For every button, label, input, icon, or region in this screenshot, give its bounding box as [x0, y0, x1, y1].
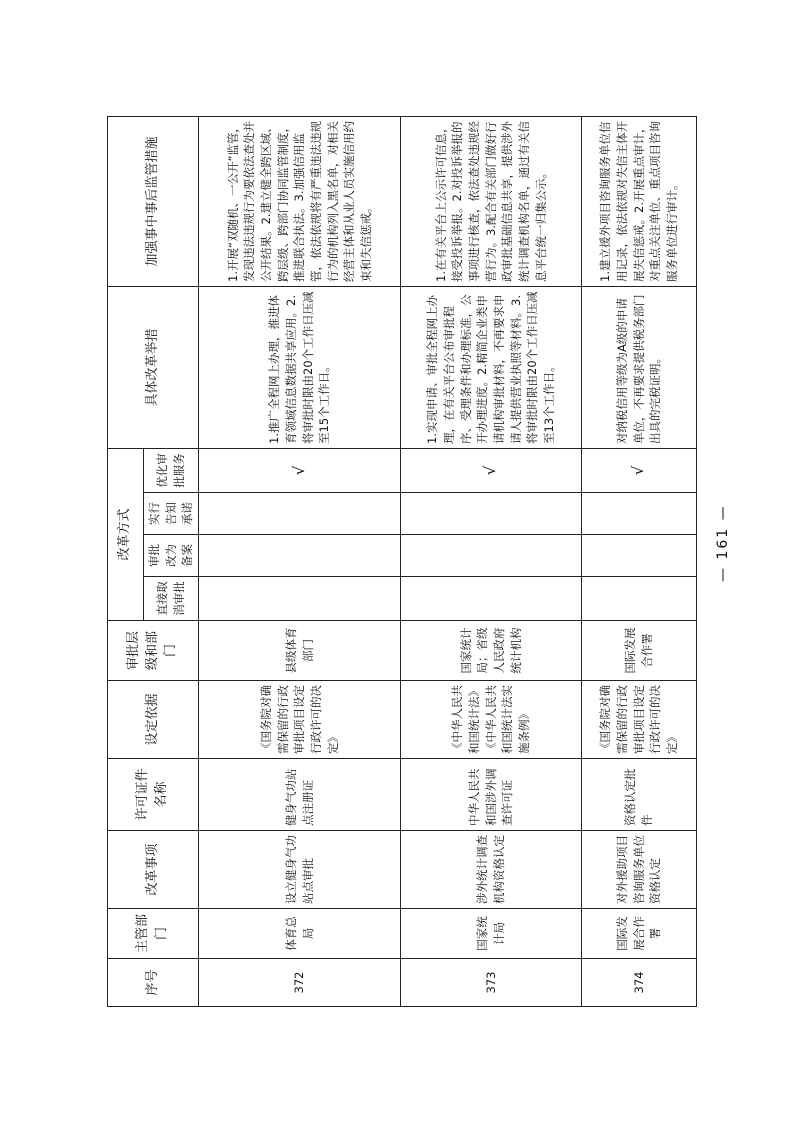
- cell-promise: [581, 493, 696, 535]
- header-optimize: 优化审批服务: [144, 448, 199, 492]
- cell-optimize: √: [401, 448, 581, 492]
- cell-record: [581, 535, 696, 577]
- page-number: — 161 —: [715, 504, 731, 582]
- header-cancel: 直接取消审批: [144, 577, 199, 621]
- table-row: [401, 116, 581, 1006]
- cell-cancel: [199, 577, 401, 621]
- cell-dept: 体育总局: [199, 909, 401, 959]
- cell-measures: 1.推广全程网上办理，推进体育领域信息数据共享应用。2.将审批时限由20个工作日压减至15个工作日。: [199, 286, 401, 448]
- cell-cancel: [581, 577, 696, 621]
- cell-dept: 国际发展合作署: [581, 909, 696, 959]
- cell-seq: 373: [401, 959, 581, 1007]
- cell-seq: 374: [581, 959, 696, 1007]
- header-dept: 主管部门: [108, 909, 199, 959]
- cell-level: 县级体育部门: [199, 621, 401, 681]
- cell-item: 对外援助项目咨询服务单位资格认定: [581, 831, 696, 909]
- cell-level: 国家统计局；省级人民政府统计机构: [401, 621, 581, 681]
- cell-promise: [401, 493, 581, 535]
- cell-supervision: 1.开展“双随机、一公开”监管，发现违法违规行为要依法查处并公开结果。2.建立健全跨区域、跨层级、跨部门协同监管制度，推进联合执法。3.加强信用监管，依法依规将有严重违法违规行为的机构列入黑名单，对相关经营主体和从业人员实施信用约束和失信惩戒。: [199, 116, 401, 286]
- cell-seq: 372: [199, 959, 401, 1007]
- cell-item: 设立健身气功站点审批: [199, 831, 401, 909]
- header-measures: 具体改革举措: [108, 286, 199, 448]
- header-license: 许可证件名称: [108, 759, 199, 831]
- cell-basis: 《中华人民共和国统计法》《中华人民共和国统计法实施条例》: [401, 681, 581, 759]
- table-row: [581, 116, 696, 1006]
- header-basis: 设定依据: [108, 681, 199, 759]
- cell-basis: 《国务院对确需保留的行政审批项目设定行政许可的决定》: [199, 681, 401, 759]
- cell-measures: 1.实现申请、审批全程网上办理，在有关平台公布审批程序、受理条件和办理标准，公开办理进度。2.精简企业类申请机构审批材料，不再要求申请人提供营业执照等材料。3.将审批时限由20个工作日压减至13个工作日。: [401, 286, 581, 448]
- cell-item: 涉外统计调查机构资格认定: [401, 831, 581, 909]
- cell-basis: 《国务院对确需保留的行政审批项目设定行政许可的决定》: [581, 681, 696, 759]
- cell-dept: 国家统计局: [401, 909, 581, 959]
- header-row-1: [108, 116, 144, 1006]
- cell-license: 资格认定批件: [581, 759, 696, 831]
- cell-optimize: √: [199, 448, 401, 492]
- cell-level: 国际发展合作署: [581, 621, 696, 681]
- header-promise: 实行告知承诺: [144, 493, 199, 535]
- reform-table: [107, 116, 697, 1007]
- header-supervision: 加强事中事后监管措施: [108, 116, 199, 286]
- cell-record: [199, 535, 401, 577]
- cell-optimize: √: [581, 448, 696, 492]
- cell-promise: [199, 493, 401, 535]
- cell-license: 中华人民共和国涉外调查许可证: [401, 759, 581, 831]
- cell-supervision: 1.建立援外项目咨询服务单位信用记录，依法依规对失信主体开展失信惩戒。2.开展重点审计，对重点关注单位、重点项目咨询服务单位进行审计。: [581, 116, 696, 286]
- cell-measures: 对纳税信用等级为A级的申请单位，不再要求提供税务部门出具的完税证明。: [581, 286, 696, 448]
- header-level: 审批层级和部门: [108, 621, 199, 681]
- header-reform-group: 改革方式: [108, 448, 144, 620]
- cell-supervision: 1.在有关平台上公示许可信息，接受投诉举报。2.对投诉举报的事项进行核查，依法查处违规经营行为。3.配合有关部门做好行政审批基础信息共享，提供涉外统计调查机构名单，通过有关信息平台统一归集公示。: [401, 116, 581, 286]
- header-item: 改革事项: [108, 831, 199, 909]
- cell-record: [401, 535, 581, 577]
- cell-cancel: [401, 577, 581, 621]
- header-record: 审批改为备案: [144, 535, 199, 577]
- header-seq: 序号: [108, 959, 199, 1007]
- cell-license: 健身气功站点注册证: [199, 759, 401, 831]
- table-row: [199, 116, 401, 1006]
